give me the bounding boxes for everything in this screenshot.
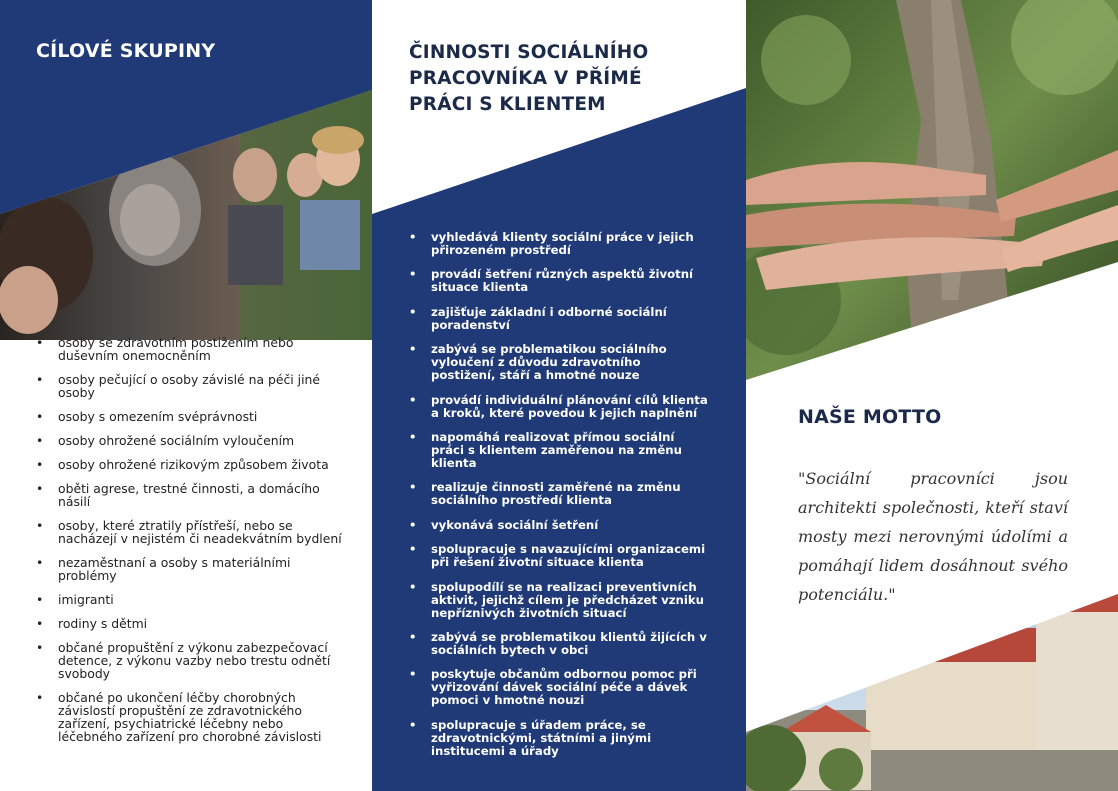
right-panel-background [746,0,1118,791]
right-panel [746,0,1118,791]
list-item: • osoby s omezením svéprávnosti [36,410,346,423]
list-item: • poskytuje občanům odbornou pomoc při vyřizování dávek sociální péče a dávek pomoci v hmotné nouzi [409,668,709,707]
town-photo [746,580,1118,791]
list-item: • osoby se zdravotním postižením nebo duševním onemocněním [36,336,346,362]
list-item: • spolupodílí se na realizaci preventivních aktivit, jejichž cílem je předcházet vzniku nepříznivých životních situací [409,581,709,620]
list-item: • provádí šetření různých aspektů životní situace klienta [409,268,709,294]
target-groups-title: CÍLOVÉ SKUPINY [36,40,216,62]
list-item: • nezaměstnaní a osoby s materiálními problémy [36,556,346,582]
list-item: • osoby ohrožené rizikovým způsobem života [36,458,346,471]
list-item: • spolupracuje s úřadem práce, se zdravotnickými, státními a jinými institucemi a úřady [409,719,709,758]
hands-on-tree-photo [746,0,1118,390]
list-item: • rodiny s dětmi [36,617,346,630]
left-panel [0,0,372,791]
list-item: • zabývá se problematikou sociálního vyloučení z důvodu zdravotního postižení, stáří a hmotné nouze [409,343,709,382]
list-item: • osoby pečující o osoby závislé na péči jiné osoby [36,373,346,399]
list-item: • občané po ukončení léčby chorobných závislostí propuštění ze zdravotnického zařízení, psychiatrické léčebny nebo léčebného zařízení pro chorobné závislosti [36,691,346,743]
list-item: • vykonává sociální šetření [409,519,709,532]
list-item: • zajišťuje základní i odborné sociální poradenství [409,306,709,332]
list-item: • provádí individuální plánování cílů klienta a kroků, které povedou k jejich naplnění [409,394,709,420]
list-item: • osoby, které ztratily přístřeší, nebo se nacházejí v nejistém či neadekvátním bydlení [36,519,346,545]
list-item: • osoby ohrožené sociálním vyloučením [36,434,346,447]
list-item: • oběti agrese, trestné činnosti, a domácího násilí [36,482,346,508]
list-item: • imigranti [36,593,346,606]
list-item: • zabývá se problematikou klientů žijících v sociálních bytech v obci [409,631,709,657]
activities-title: ČINNOSTI SOCIÁLNÍHO PRACOVNÍKA V PŘÍMÉ PRÁCI S KLIENTEM [409,42,649,115]
list-item: • spolupracuje s navazujícími organizacemi při řešení životní situace klienta [409,543,709,569]
motto-quote: "Sociální pracovníci jsou architekti společnosti, kteří staví mosty mezi nerovnými údolími a pomáhají lidem dosáhnout svého potenciálu." [798,469,1068,604]
list-item: • občané propuštění z výkonu zabezpečovací detence, z výkonu vazby nebo trestu odnětí svobody [36,641,346,680]
motto-title: NAŠE MOTTO [798,406,942,428]
list-item: • napomáhá realizovat přímou sociální práci s klientem zaměřenou na změnu klienta [409,431,709,470]
middle-panel [372,0,746,791]
activities-list [409,231,709,769]
list-item: • realizuje činnosti zaměřené na změnu sociálního prostředí klienta [409,481,709,507]
list-item: • vyhledává klienty sociální práce v jejich přirozeném prostředí [409,231,709,257]
target-groups-list [36,336,346,754]
